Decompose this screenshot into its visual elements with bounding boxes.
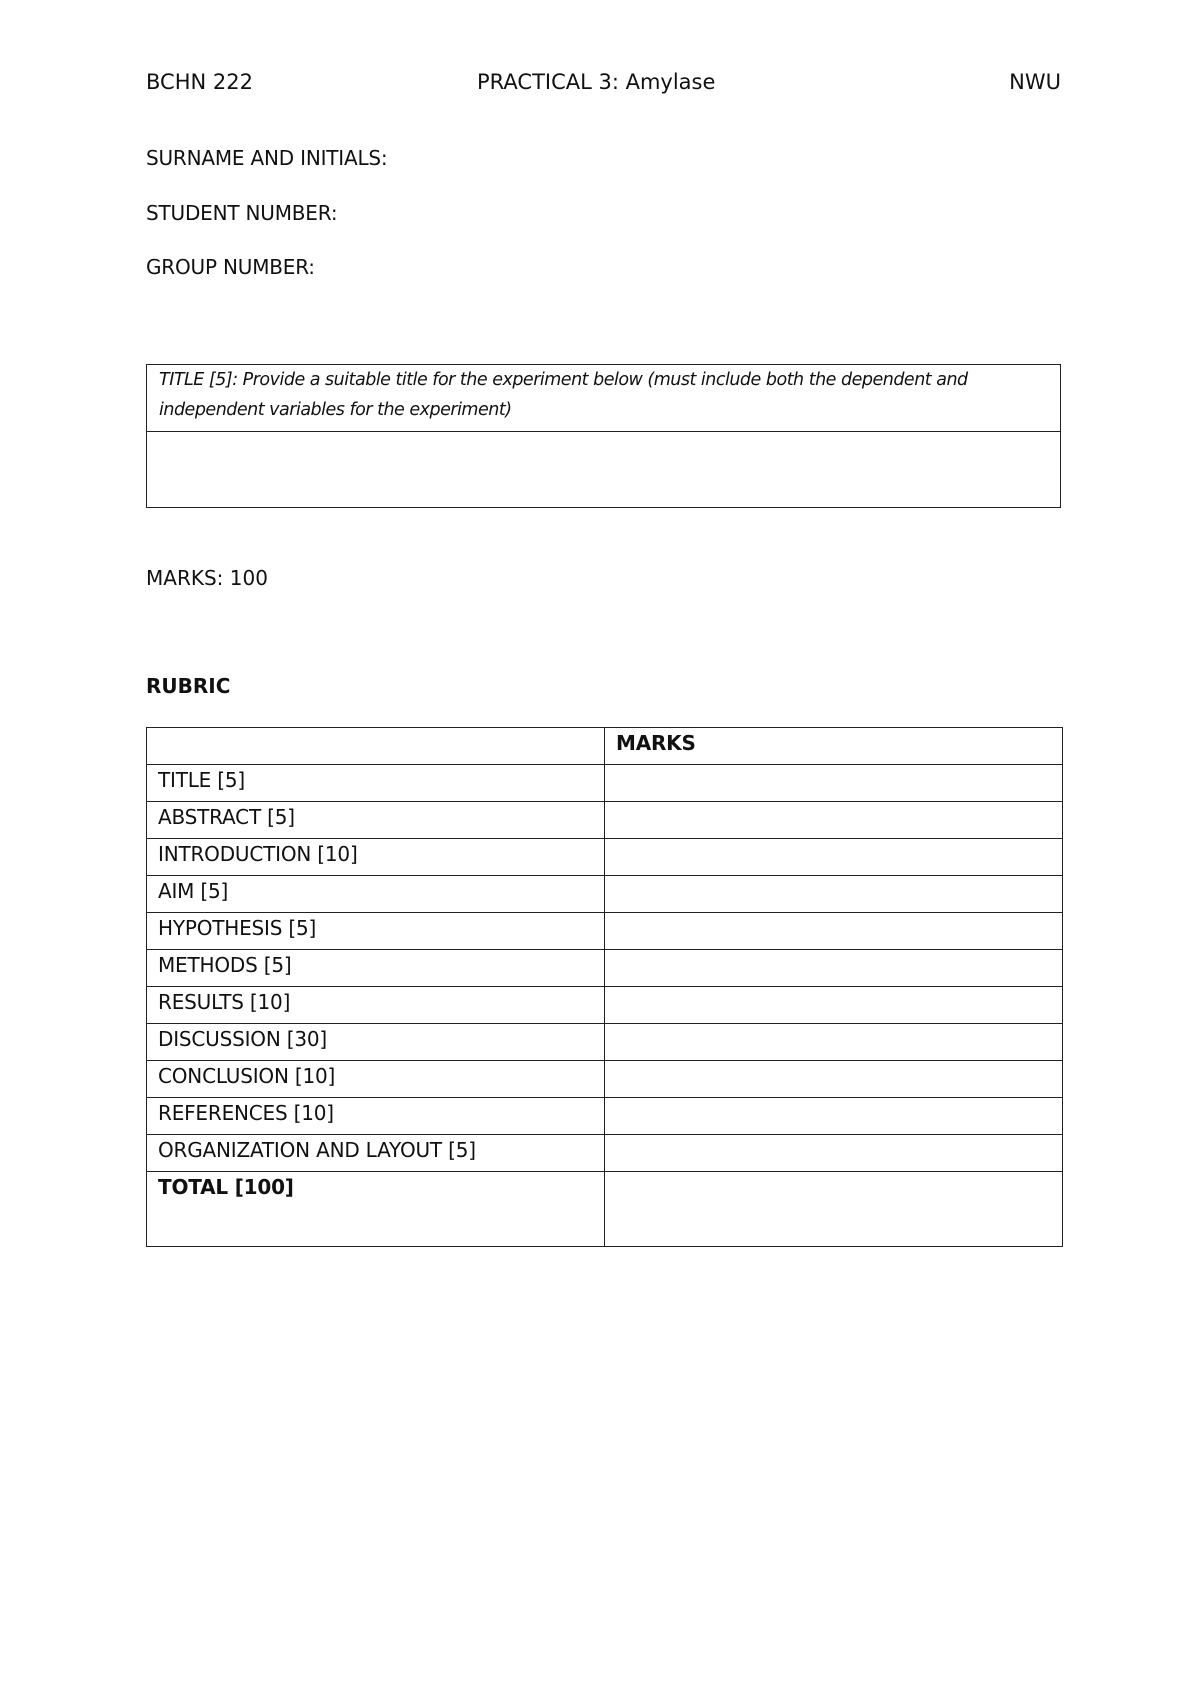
rubric-total-mark-cell[interactable]: [605, 1172, 1063, 1247]
surname-field-label: SURNAME AND INITIALS:: [146, 146, 388, 170]
rubric-row: [147, 839, 1063, 876]
rubric-row: [147, 1024, 1063, 1061]
group-number-field-label: GROUP NUMBER:: [146, 255, 315, 279]
rubric-criterion: INTRODUCTION [10]: [147, 839, 605, 876]
rubric-criterion: REFERENCES [10]: [147, 1098, 605, 1135]
rubric-row: [147, 802, 1063, 839]
rubric-mark-cell[interactable]: [605, 950, 1063, 987]
rubric-total-label: TOTAL [100]: [147, 1172, 605, 1247]
rubric-criterion: ABSTRACT [5]: [147, 802, 605, 839]
rubric-mark-cell[interactable]: [605, 987, 1063, 1024]
rubric-mark-cell[interactable]: [605, 765, 1063, 802]
rubric-criterion: ORGANIZATION AND LAYOUT [5]: [147, 1135, 605, 1172]
rubric-mark-cell[interactable]: [605, 1061, 1063, 1098]
rubric-mark-cell[interactable]: [605, 1098, 1063, 1135]
rubric-criterion: TITLE [5]: [147, 765, 605, 802]
rubric-mark-cell[interactable]: [605, 839, 1063, 876]
rubric-criterion: CONCLUSION [10]: [147, 1061, 605, 1098]
rubric-criterion: METHODS [5]: [147, 950, 605, 987]
rubric-row: [147, 1098, 1063, 1135]
title-answer-cell[interactable]: [147, 432, 1061, 508]
rubric-header-marks: MARKS: [605, 728, 1063, 765]
institution: NWU: [1009, 70, 1061, 94]
rubric-row: [147, 1135, 1063, 1172]
rubric-criterion: HYPOTHESIS [5]: [147, 913, 605, 950]
student-number-field-label: STUDENT NUMBER:: [146, 201, 338, 225]
course-code: BCHN 222: [146, 70, 253, 94]
practical-title: PRACTICAL 3: Amylase: [477, 70, 716, 94]
rubric-mark-cell[interactable]: [605, 1135, 1063, 1172]
rubric-criterion: AIM [5]: [147, 876, 605, 913]
rubric-mark-cell[interactable]: [605, 802, 1063, 839]
rubric-row: [147, 987, 1063, 1024]
title-box: [146, 364, 1061, 508]
rubric-table: [146, 727, 1063, 1247]
rubric-row: [147, 950, 1063, 987]
rubric-row: [147, 1061, 1063, 1098]
total-marks-line: MARKS: 100: [146, 566, 268, 590]
rubric-header-row: [147, 728, 1063, 765]
rubric-criterion: RESULTS [10]: [147, 987, 605, 1024]
page-header: [146, 70, 1061, 100]
rubric-mark-cell[interactable]: [605, 913, 1063, 950]
rubric-row: [147, 765, 1063, 802]
rubric-header-criteria: [147, 728, 605, 765]
rubric-row: [147, 876, 1063, 913]
rubric-heading: RUBRIC: [146, 674, 231, 698]
rubric-mark-cell[interactable]: [605, 876, 1063, 913]
title-prompt: TITLE [5]: Provide a suitable title for the experiment below (must include both the dependent and independent variables for the experiment): [147, 365, 1061, 432]
rubric-row: [147, 913, 1063, 950]
rubric-mark-cell[interactable]: [605, 1024, 1063, 1061]
rubric-total-row: [147, 1172, 1063, 1247]
rubric-criterion: DISCUSSION [30]: [147, 1024, 605, 1061]
